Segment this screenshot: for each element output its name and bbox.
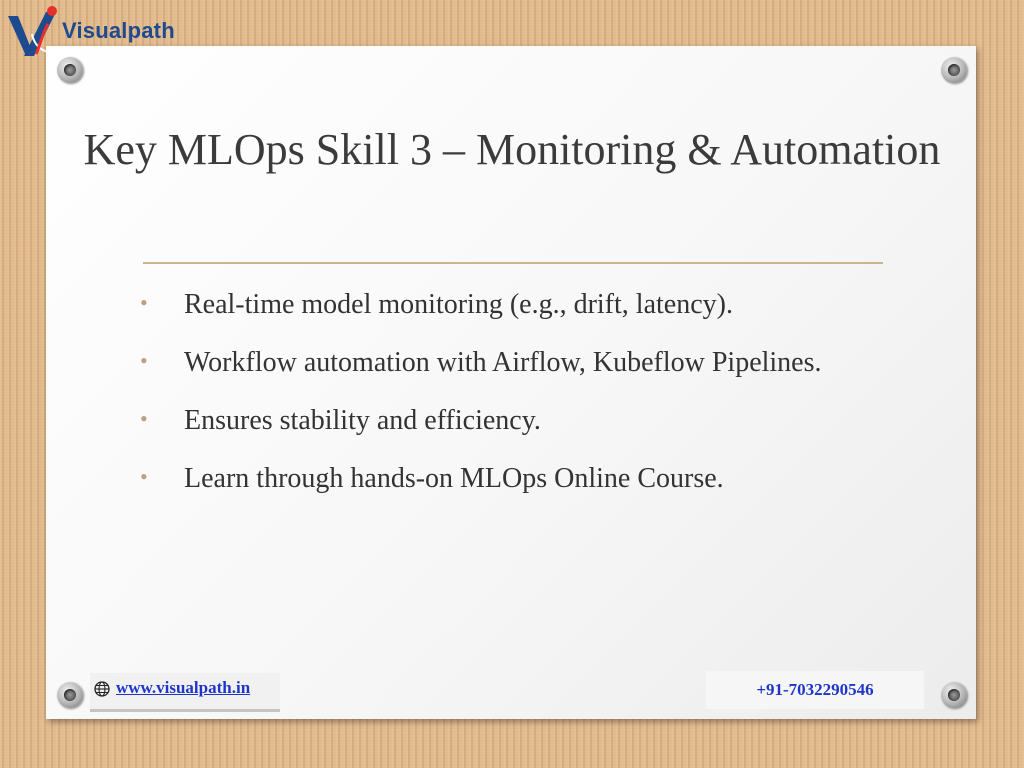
screw-top-right-icon	[941, 57, 967, 83]
bullet-list	[140, 284, 860, 516]
bullet-text: Learn through hands-on MLOps Online Course.	[184, 463, 724, 494]
bullet-text: Ensures stability and efficiency.	[184, 405, 541, 436]
phone-box	[706, 671, 924, 709]
website-box	[90, 673, 280, 712]
bullet-item	[140, 400, 860, 442]
bullet-dot-icon: •	[140, 290, 148, 315]
screw-bottom-right-icon	[941, 682, 967, 708]
bullet-item	[140, 458, 860, 500]
bullet-text: Real-time model monitoring (e.g., drift, latency).	[184, 289, 733, 320]
website-link[interactable]: www.visualpath.in	[116, 678, 251, 697]
bullet-dot-icon: •	[140, 348, 148, 373]
title-divider	[143, 262, 883, 264]
bullet-text: Workflow automation with Airflow, Kubeflow Pipelines.	[184, 347, 822, 378]
bullet-dot-icon: •	[140, 406, 148, 431]
phone-number[interactable]: +91-7032290546	[756, 680, 874, 699]
bullet-dot-icon: •	[140, 464, 148, 489]
screw-top-left-icon	[57, 57, 83, 83]
bullet-item	[140, 342, 860, 384]
globe-icon	[94, 681, 110, 697]
brand-name: Visualpath	[62, 18, 175, 43]
bullet-item	[140, 284, 860, 326]
slide-title: Key MLOps Skill 3 – Monitoring & Automation	[83, 125, 941, 174]
screw-bottom-left-icon	[57, 682, 83, 708]
